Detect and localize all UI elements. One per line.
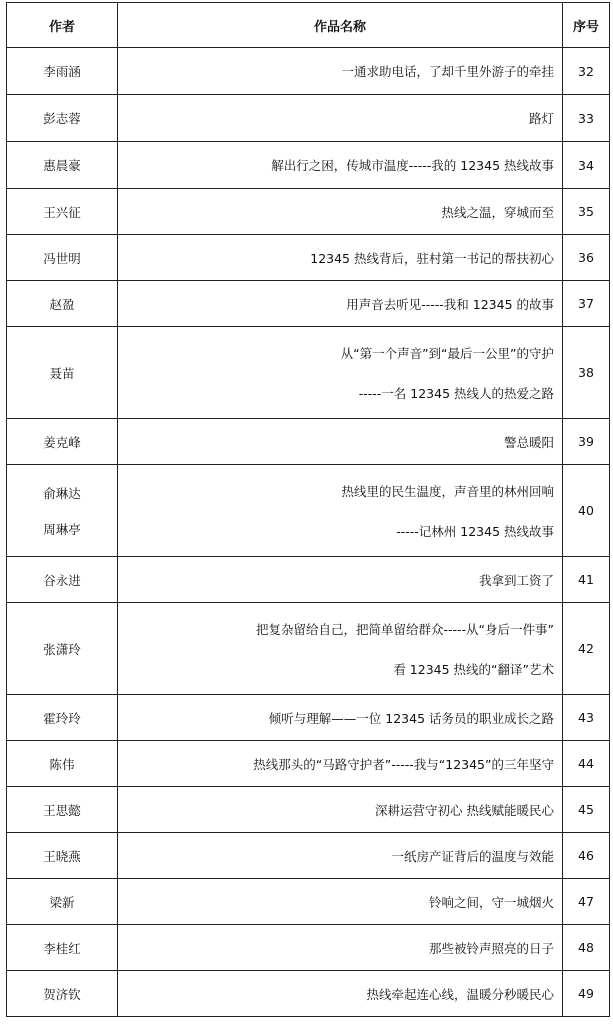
row-no: 39 bbox=[578, 434, 594, 449]
table-row bbox=[7, 925, 610, 971]
header-title-cell bbox=[118, 3, 563, 48]
row-title-line: -----一名 12345 热线人的热爱之路 bbox=[358, 385, 554, 401]
row-title bbox=[118, 709, 562, 727]
row-no: 46 bbox=[578, 848, 594, 863]
works-table bbox=[6, 2, 610, 1017]
row-author bbox=[7, 640, 117, 658]
row-title-cell bbox=[118, 925, 563, 971]
row-no: 32 bbox=[578, 63, 594, 79]
row-no: 35 bbox=[578, 204, 594, 219]
row-author-name: 霍玲玲 bbox=[43, 710, 81, 726]
row-author-cell bbox=[7, 557, 118, 603]
table-row bbox=[7, 741, 610, 787]
row-author-name: 李桂红 bbox=[43, 940, 81, 956]
row-title bbox=[118, 939, 562, 957]
row-no-cell bbox=[563, 95, 610, 142]
row-title-cell bbox=[118, 833, 563, 879]
row-author-name: 陈伟 bbox=[49, 756, 75, 772]
row-author-cell bbox=[7, 235, 118, 281]
row-no: 45 bbox=[578, 802, 594, 817]
table-row bbox=[7, 695, 610, 741]
row-title-cell bbox=[118, 557, 563, 603]
table-row bbox=[7, 419, 610, 465]
table-row bbox=[7, 142, 610, 189]
row-title bbox=[118, 571, 562, 589]
row-title-line: 热线之温，穿城而至 bbox=[441, 204, 554, 220]
row-no-cell bbox=[563, 142, 610, 189]
row-no: 40 bbox=[578, 503, 594, 518]
row-title-line: 热线牵起连心线，温暖分秒暖民心 bbox=[366, 986, 554, 1002]
row-author-cell bbox=[7, 833, 118, 879]
row-title-line: -----记林州 12345 热线故事 bbox=[396, 523, 554, 539]
row-author-name: 贺济钦 bbox=[43, 986, 81, 1002]
row-author-cell bbox=[7, 971, 118, 1017]
row-title-cell bbox=[118, 95, 563, 142]
header-title: 作品名称 bbox=[313, 19, 366, 35]
row-title bbox=[118, 249, 562, 267]
row-author-cell bbox=[7, 695, 118, 741]
row-author-name: 王晓燕 bbox=[43, 848, 81, 864]
row-title-cell bbox=[118, 465, 563, 557]
row-author-name: 俞琳达 bbox=[43, 485, 81, 501]
row-no-cell bbox=[563, 327, 610, 419]
row-title-line: 铃响之间，守一城烟火 bbox=[428, 894, 554, 910]
row-author bbox=[7, 571, 117, 589]
row-author bbox=[7, 156, 117, 174]
row-no-cell bbox=[563, 235, 610, 281]
row-title-line: 解出行之困，传城市温度-----我的 12345 热线故事 bbox=[271, 158, 554, 173]
row-title bbox=[118, 344, 562, 402]
row-no: 41 bbox=[578, 572, 594, 587]
row-author-name: 周琳亭 bbox=[43, 521, 81, 537]
row-author bbox=[7, 847, 117, 865]
row-author bbox=[7, 249, 117, 267]
row-title-cell bbox=[118, 787, 563, 833]
row-title-cell bbox=[118, 235, 563, 281]
row-title bbox=[118, 109, 562, 127]
row-author-cell bbox=[7, 48, 118, 95]
table-row bbox=[7, 557, 610, 603]
row-no-cell bbox=[563, 971, 610, 1017]
row-title-line: 路灯 bbox=[528, 111, 554, 126]
row-author-name: 彭志蓉 bbox=[43, 111, 81, 126]
row-no-cell bbox=[563, 879, 610, 925]
row-author bbox=[7, 364, 117, 382]
row-title-line: 深耕运营守初心 热线赋能暖民心 bbox=[375, 802, 554, 818]
row-author bbox=[7, 484, 117, 538]
row-author bbox=[7, 109, 117, 127]
row-author-name: 李雨涵 bbox=[43, 64, 81, 79]
row-author-name: 惠晨豪 bbox=[43, 158, 81, 173]
row-title-line: 热线里的民生温度，声音里的林州回响 bbox=[341, 483, 554, 499]
row-title-line: 警总暖阳 bbox=[503, 434, 554, 450]
row-title bbox=[118, 482, 562, 540]
header-no-cell bbox=[563, 3, 610, 48]
row-author-cell bbox=[7, 327, 118, 419]
table-row bbox=[7, 879, 610, 925]
row-no-cell bbox=[563, 925, 610, 971]
row-author-name: 梁新 bbox=[49, 894, 75, 910]
row-no: 43 bbox=[578, 710, 594, 725]
row-no: 37 bbox=[578, 296, 594, 311]
row-author-name: 王思懿 bbox=[43, 802, 81, 818]
row-author-name: 聂苗 bbox=[49, 365, 75, 381]
table-row bbox=[7, 327, 610, 419]
row-title bbox=[118, 985, 562, 1003]
row-no-cell bbox=[563, 603, 610, 695]
row-title-cell bbox=[118, 695, 563, 741]
row-no-cell bbox=[563, 787, 610, 833]
row-author-name: 谷永进 bbox=[43, 572, 81, 588]
table-row bbox=[7, 971, 610, 1017]
row-title-cell bbox=[118, 189, 563, 235]
row-title-cell bbox=[118, 48, 563, 95]
row-no: 49 bbox=[578, 986, 594, 1001]
row-author-cell bbox=[7, 95, 118, 142]
row-no: 47 bbox=[578, 894, 594, 909]
row-title-line: 一通求助电话，了却千里外游子的牵挂 bbox=[341, 64, 554, 79]
row-no-cell bbox=[563, 557, 610, 603]
row-no: 33 bbox=[578, 110, 594, 126]
row-author-cell bbox=[7, 189, 118, 235]
row-title-line: 一纸房产证背后的温度与效能 bbox=[391, 848, 554, 864]
row-author-name: 王兴征 bbox=[43, 204, 81, 220]
header-no: 序号 bbox=[572, 19, 599, 35]
row-author-cell bbox=[7, 603, 118, 695]
table-row bbox=[7, 189, 610, 235]
row-no-cell bbox=[563, 695, 610, 741]
row-title bbox=[118, 801, 562, 819]
row-author bbox=[7, 985, 117, 1003]
row-author-cell bbox=[7, 281, 118, 327]
row-author bbox=[7, 755, 117, 773]
row-author bbox=[7, 893, 117, 911]
row-title bbox=[118, 295, 562, 313]
row-no-cell bbox=[563, 419, 610, 465]
table-row bbox=[7, 281, 610, 327]
row-title-line: 我拿到工资了 bbox=[478, 572, 554, 588]
row-title bbox=[118, 620, 562, 678]
row-author-cell bbox=[7, 142, 118, 189]
row-title-line: 从“第一个声音”到“最后一公里”的守护 bbox=[340, 345, 554, 361]
row-no-cell bbox=[563, 48, 610, 95]
row-title bbox=[118, 203, 562, 221]
row-no: 38 bbox=[578, 365, 594, 380]
row-author-cell bbox=[7, 787, 118, 833]
row-no: 36 bbox=[578, 250, 594, 265]
row-title-line: 用声音去听见-----我和 12345 的故事 bbox=[346, 296, 554, 312]
header-author: 作者 bbox=[48, 19, 75, 35]
row-author bbox=[7, 433, 117, 451]
row-title-line: 把复杂留给自己，把简单留给群众-----从“身后一件事” bbox=[255, 621, 554, 637]
table-row bbox=[7, 48, 610, 95]
row-author-name: 冯世明 bbox=[43, 250, 81, 266]
table-header-row bbox=[7, 3, 610, 48]
row-author-name: 张潇玲 bbox=[43, 641, 81, 657]
row-author bbox=[7, 709, 117, 727]
row-title-cell bbox=[118, 741, 563, 787]
row-author-name: 赵盈 bbox=[49, 296, 75, 312]
table-row bbox=[7, 465, 610, 557]
row-title-cell bbox=[118, 142, 563, 189]
table-row bbox=[7, 235, 610, 281]
row-no: 42 bbox=[578, 641, 594, 656]
row-author bbox=[7, 62, 117, 80]
row-no-cell bbox=[563, 465, 610, 557]
table-row bbox=[7, 833, 610, 879]
row-title bbox=[118, 755, 562, 773]
row-no: 34 bbox=[578, 157, 594, 173]
row-title-cell bbox=[118, 419, 563, 465]
row-title-line: 倾听与理解——一位 12345 话务员的职业成长之路 bbox=[268, 710, 554, 726]
row-title-cell bbox=[118, 971, 563, 1017]
row-no-cell bbox=[563, 833, 610, 879]
row-author-name: 姜克峰 bbox=[43, 434, 81, 450]
row-author bbox=[7, 203, 117, 221]
row-no-cell bbox=[563, 189, 610, 235]
row-author-cell bbox=[7, 741, 118, 787]
row-title-cell bbox=[118, 281, 563, 327]
row-no: 48 bbox=[578, 940, 594, 955]
row-title bbox=[118, 847, 562, 865]
row-title-line: 热线那头的“马路守护者”-----我与“12345”的三年坚守 bbox=[253, 756, 554, 772]
row-title-line: 看 12345 热线的“翻译”艺术 bbox=[393, 661, 554, 677]
row-title-cell bbox=[118, 879, 563, 925]
table-row bbox=[7, 787, 610, 833]
row-no-cell bbox=[563, 741, 610, 787]
row-author bbox=[7, 295, 117, 313]
row-title bbox=[118, 433, 562, 451]
row-author-cell bbox=[7, 465, 118, 557]
row-author bbox=[7, 801, 117, 819]
row-author-cell bbox=[7, 925, 118, 971]
row-author-cell bbox=[7, 419, 118, 465]
header-author-cell bbox=[7, 3, 118, 48]
row-title bbox=[118, 156, 562, 174]
row-title-line: 12345 热线背后，驻村第一书记的帮扶初心 bbox=[310, 250, 554, 266]
row-title bbox=[118, 62, 562, 80]
table-row bbox=[7, 95, 610, 142]
row-author bbox=[7, 939, 117, 957]
row-title-cell bbox=[118, 603, 563, 695]
row-title bbox=[118, 893, 562, 911]
row-title-line: 那些被铃声照亮的日子 bbox=[428, 940, 554, 956]
table-row bbox=[7, 603, 610, 695]
row-title-cell bbox=[118, 327, 563, 419]
row-no: 44 bbox=[578, 756, 594, 771]
row-author-cell bbox=[7, 879, 118, 925]
row-no-cell bbox=[563, 281, 610, 327]
